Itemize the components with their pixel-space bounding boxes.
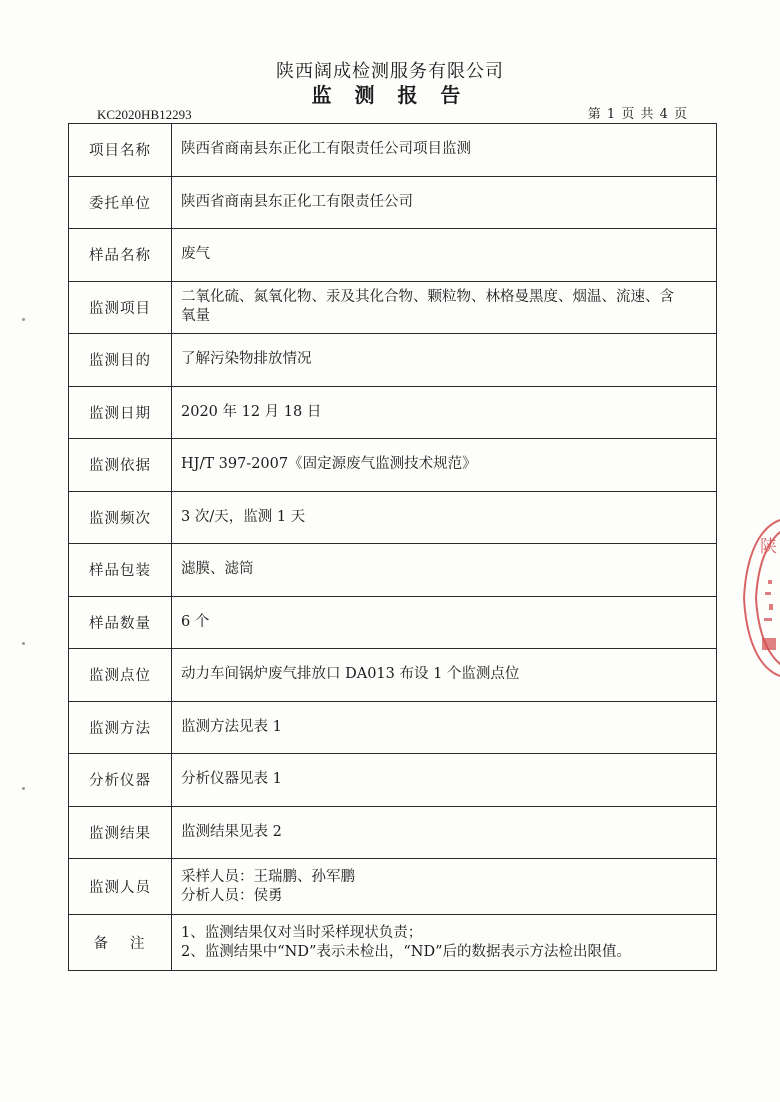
analyst-line: 分析人员：侯勇 bbox=[181, 887, 283, 904]
row-value-sample-name: 废气 bbox=[172, 229, 717, 282]
table-row bbox=[69, 176, 717, 229]
monitoring-items-line-1: 二氧化硫、氮氧化物、汞及其化合物、颗粒物、林格曼黑度、烟温、流速、含 bbox=[181, 289, 674, 306]
sampler-line: 采样人员：王瑞鹏、孙军鹏 bbox=[181, 868, 355, 885]
table-row bbox=[69, 439, 717, 492]
table-row bbox=[69, 544, 717, 597]
report-info-table bbox=[68, 123, 717, 971]
note-line-1: 1、监测结果仅对当时采样现状负责； bbox=[181, 924, 423, 941]
row-label-packaging: 样品包装 bbox=[69, 544, 172, 597]
scan-mark bbox=[22, 642, 25, 645]
table-row bbox=[69, 806, 717, 859]
table-row bbox=[69, 915, 717, 971]
row-value-method: 监测方法见表 1 bbox=[172, 701, 717, 754]
row-label-method: 监测方法 bbox=[69, 701, 172, 754]
note-line-2: 2、监测结果中“ND”表示未检出，“ND”后的数据表示方法检出限值。 bbox=[181, 943, 632, 960]
row-value-instrument: 分析仪器见表 1 bbox=[172, 754, 717, 807]
row-value-monitoring-items bbox=[172, 281, 717, 334]
row-label-monitoring-point: 监测点位 bbox=[69, 649, 172, 702]
document-title: 监 测 报 告 bbox=[311, 83, 469, 107]
scan-mark bbox=[22, 787, 25, 790]
table-row bbox=[69, 491, 717, 544]
table-row bbox=[69, 701, 717, 754]
row-label-frequency: 监测频次 bbox=[69, 491, 172, 544]
row-value-frequency: 3 次/天，监测 1 天 bbox=[172, 491, 717, 544]
row-value-monitoring-point: 动力车间锅炉废气排放口 DA013 布设 1 个监测点位 bbox=[172, 649, 717, 702]
row-label-basis: 监测依据 bbox=[69, 439, 172, 492]
table-row bbox=[69, 649, 717, 702]
company-name: 陕西阔成检测服务有限公司 bbox=[276, 61, 504, 82]
page-info: 第 1 页 共 4 页 bbox=[587, 107, 688, 122]
row-label-project-name: 项目名称 bbox=[69, 124, 172, 177]
row-value-result: 监测结果见表 2 bbox=[172, 806, 717, 859]
table-row bbox=[69, 754, 717, 807]
row-value-packaging: 滤膜、滤筒 bbox=[172, 544, 717, 597]
monitoring-items-line-2: 氧量 bbox=[181, 308, 210, 325]
row-value-project-name: 陕西省商南县东正化工有限责任公司项目监测 bbox=[172, 124, 717, 177]
table-row bbox=[69, 124, 717, 177]
row-value-sample-count: 6 个 bbox=[172, 596, 717, 649]
row-label-purpose: 监测目的 bbox=[69, 334, 172, 387]
row-value-basis: HJ/T 397-2007《固定源废气监测技术规范》 bbox=[172, 439, 717, 492]
table-row bbox=[69, 334, 717, 387]
table-row bbox=[69, 596, 717, 649]
table-row bbox=[69, 859, 717, 915]
row-value-purpose: 了解污染物排放情况 bbox=[172, 334, 717, 387]
seal-character: 陕 bbox=[760, 537, 777, 557]
row-label-notes: 备注 bbox=[69, 915, 172, 971]
table-row bbox=[69, 229, 717, 282]
row-value-notes bbox=[172, 915, 717, 971]
row-label-personnel: 监测人员 bbox=[69, 859, 172, 915]
row-label-client: 委托单位 bbox=[69, 176, 172, 229]
report-number: KC2020HB12293 bbox=[97, 107, 192, 122]
row-label-monitoring-items: 监测项目 bbox=[69, 281, 172, 334]
row-label-instrument: 分析仪器 bbox=[69, 754, 172, 807]
row-label-sample-name: 样品名称 bbox=[69, 229, 172, 282]
row-label-sample-count: 样品数量 bbox=[69, 596, 172, 649]
partial-seal-stamp bbox=[738, 518, 780, 678]
row-value-client: 陕西省商南县东正化工有限责任公司 bbox=[172, 176, 717, 229]
table-row bbox=[69, 281, 717, 334]
table-row bbox=[69, 386, 717, 439]
row-value-personnel bbox=[172, 859, 717, 915]
scan-mark bbox=[22, 318, 25, 321]
row-label-date: 监测日期 bbox=[69, 386, 172, 439]
row-label-result: 监测结果 bbox=[69, 806, 172, 859]
row-value-date: 2020 年 12 月 18 日 bbox=[172, 386, 717, 439]
